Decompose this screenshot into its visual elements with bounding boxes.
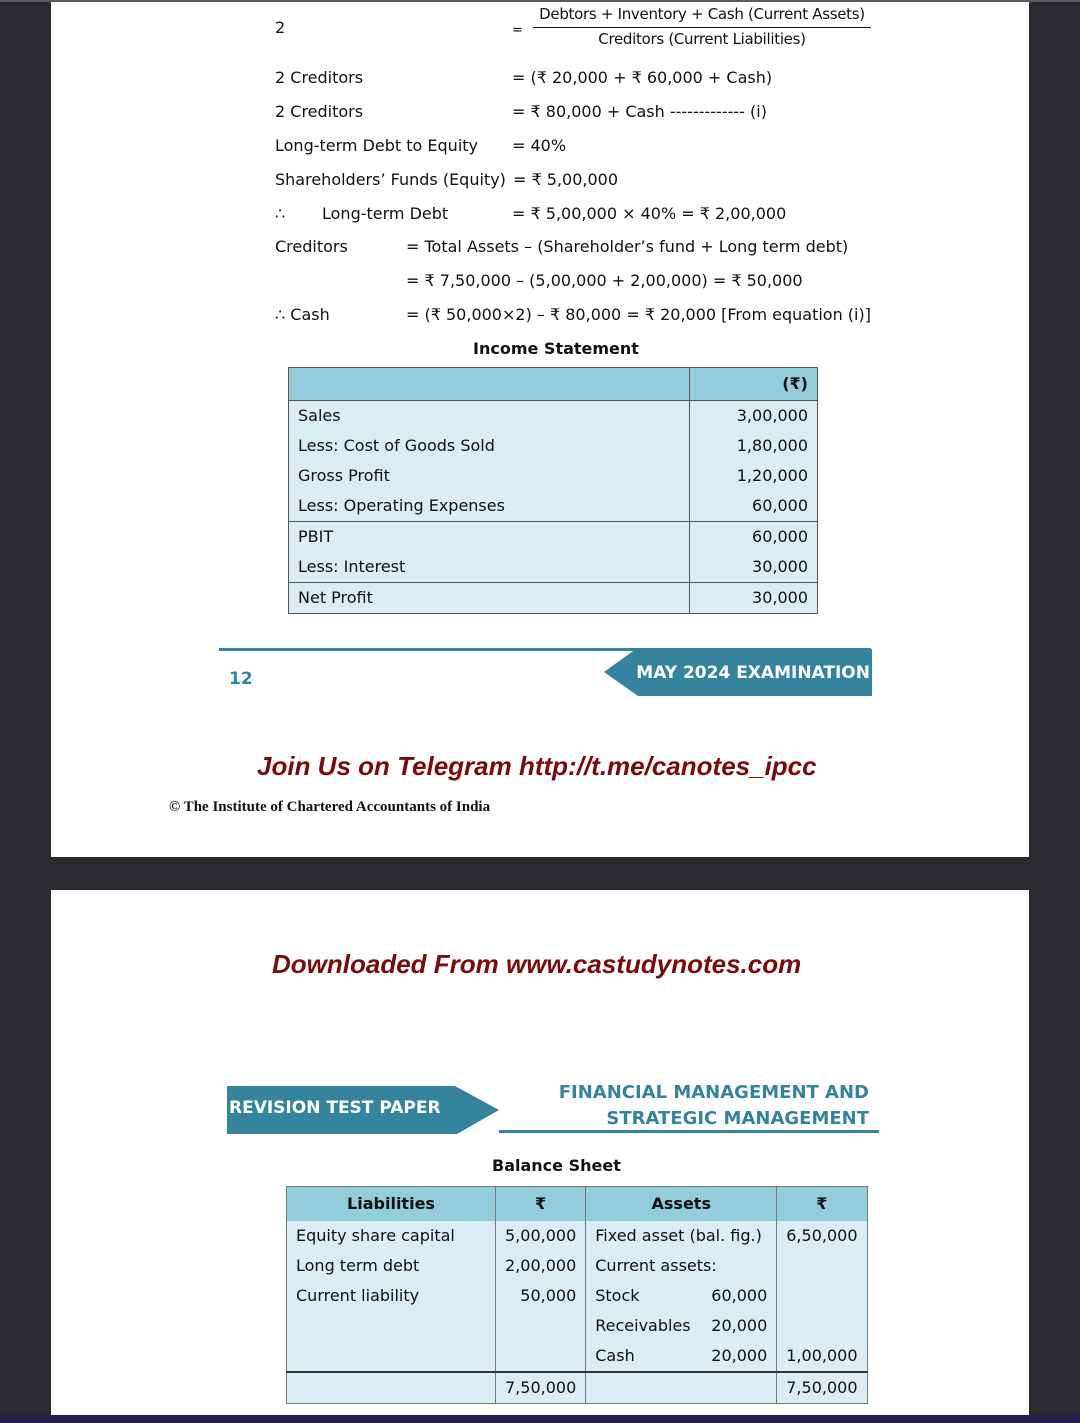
fraction-numerator: Debtors + Inventory + Cash (Current Assets) <box>533 4 871 28</box>
asset-label: Stock <box>595 1286 640 1305</box>
liability-amount <box>496 1341 586 1372</box>
row-label: Net Profit <box>289 583 690 614</box>
table-row <box>289 583 818 614</box>
table-row <box>289 491 818 522</box>
table-row <box>289 461 818 491</box>
row-value: 3,00,000 <box>736 406 808 425</box>
header-currency: (₹) <box>690 368 818 401</box>
asset-amount: 1,00,000 <box>777 1341 867 1372</box>
calc-equals: = <box>512 23 523 38</box>
header-a-currency: ₹ <box>777 1187 867 1222</box>
table-row <box>287 1251 868 1281</box>
therefore-symbol: ∴ <box>275 204 286 223</box>
table-row <box>287 1341 868 1372</box>
totals-row <box>287 1372 868 1404</box>
fraction-denominator: Creditors (Current Liabilities) <box>598 30 806 48</box>
income-statement-table <box>288 367 818 614</box>
asset-cell <box>586 1281 777 1311</box>
page-number: 12 <box>229 669 253 689</box>
income-statement-title: Income Statement <box>473 339 639 358</box>
row-value: 30,000 <box>752 557 808 576</box>
calc-label: 2 Creditors <box>275 68 364 87</box>
liability-label <box>287 1341 496 1372</box>
liability-amount: 2,00,000 <box>496 1251 586 1281</box>
calc-value: = ₹ 80,000 + Cash ------------- (i) <box>512 102 767 121</box>
calc-value: = ₹ 5,00,000 <box>513 170 619 189</box>
row-label: Less: Operating Expenses <box>289 491 690 522</box>
viewer-bottom-bar <box>0 1415 1080 1423</box>
liability-label: Current liability <box>296 1286 420 1305</box>
asset-amount: 6,50,000 <box>777 1221 867 1251</box>
liability-amount <box>496 1311 586 1341</box>
table-row <box>289 552 818 583</box>
table-row <box>289 431 818 461</box>
liability-label: Equity share capital <box>296 1226 455 1245</box>
table-row <box>287 1281 868 1311</box>
asset-amount <box>777 1311 867 1341</box>
asset-sub-amount: 20,000 <box>711 1316 768 1335</box>
row-value: 1,20,000 <box>736 466 808 485</box>
totals-blank <box>287 1372 496 1404</box>
rtp-label: REVISION TEST PAPER <box>229 1098 441 1118</box>
row-label: Less: Interest <box>289 552 690 583</box>
subject-title-line2: STRATEGIC MANAGEMENT <box>606 1108 869 1129</box>
table-row <box>289 401 818 432</box>
row-label: Sales <box>289 401 690 432</box>
current-ratio-fraction <box>533 4 871 50</box>
download-link[interactable]: Downloaded From www.castudynotes.com <box>272 949 802 979</box>
table-row <box>287 1221 868 1251</box>
calc-label: 2 <box>275 18 286 37</box>
exam-tag <box>604 648 872 696</box>
liability-label <box>287 1311 496 1341</box>
row-label: Less: Cost of Goods Sold <box>289 431 690 461</box>
exam-label: MAY 2024 EXAMINATION <box>636 663 870 683</box>
pdf-page-12 <box>51 2 1029 857</box>
row-value: 1,80,000 <box>736 436 808 455</box>
calc-value: = ₹ 7,50,000 – (5,00,000 + 2,00,000) = ₹ 50,000 <box>406 271 803 290</box>
asset-amount <box>777 1251 867 1281</box>
balance-sheet-title: Balance Sheet <box>492 1156 621 1175</box>
asset-sub-amount: 20,000 <box>711 1346 768 1365</box>
asset-cell <box>586 1311 777 1341</box>
revision-test-paper-tag <box>227 1086 499 1134</box>
calc-value: = Total Assets – (Shareholder’s fund + Long term debt) <box>406 237 849 256</box>
calc-value: = (₹ 50,000×2) – ₹ 80,000 = ₹ 20,000 [From equation (i)] <box>406 305 871 324</box>
calc-label: Long-term Debt <box>322 204 449 223</box>
totals-blank <box>586 1372 777 1404</box>
asset-label: Cash <box>595 1346 635 1365</box>
liabilities-total: 7,50,000 <box>496 1372 586 1404</box>
table-row <box>289 522 818 553</box>
row-value: 60,000 <box>752 496 808 515</box>
asset-label: Receivables <box>595 1316 691 1335</box>
pdf-page-13 <box>51 890 1029 1423</box>
header-liabilities: Liabilities <box>287 1187 496 1222</box>
asset-label: Fixed asset (bal. fig.) <box>586 1221 777 1251</box>
calc-label: 2 Creditors <box>275 102 364 121</box>
calc-value: = 40% <box>512 136 567 155</box>
asset-cell <box>586 1341 777 1372</box>
header-l-currency: ₹ <box>496 1187 586 1222</box>
telegram-link[interactable]: Join Us on Telegram http://t.me/canotes_ipcc <box>257 751 817 781</box>
calc-value: = (₹ 20,000 + ₹ 60,000 + Cash) <box>512 68 773 87</box>
asset-label: Current assets: <box>586 1251 777 1281</box>
row-value: 30,000 <box>690 583 818 614</box>
header-blank <box>289 368 690 401</box>
liability-amount: 5,00,000 <box>496 1221 586 1251</box>
calc-label: Shareholders’ Funds (Equity) <box>275 170 506 189</box>
balance-sheet-table <box>286 1186 868 1404</box>
table-row <box>287 1311 868 1341</box>
row-label: PBIT <box>289 522 690 553</box>
subject-title-line1: FINANCIAL MANAGEMENT AND <box>558 1082 869 1103</box>
asset-amount <box>777 1281 867 1311</box>
subject-title <box>559 1080 869 1132</box>
liability-amount: 50,000 <box>496 1281 586 1311</box>
row-label: Gross Profit <box>289 461 690 491</box>
calc-label: Creditors <box>275 237 348 256</box>
assets-total: 7,50,000 <box>777 1372 867 1404</box>
header-assets: Assets <box>586 1187 777 1222</box>
copyright-text: © The Institute of Chartered Accountants of India <box>169 799 491 815</box>
liability-label: Long term debt <box>296 1256 420 1275</box>
calc-label: Long-term Debt to Equity <box>275 136 478 155</box>
calc-label: ∴ Cash <box>275 305 330 324</box>
calc-value: = ₹ 5,00,000 × 40% = ₹ 2,00,000 <box>512 204 787 223</box>
row-value: 60,000 <box>690 522 818 553</box>
asset-sub-amount: 60,000 <box>711 1286 768 1305</box>
